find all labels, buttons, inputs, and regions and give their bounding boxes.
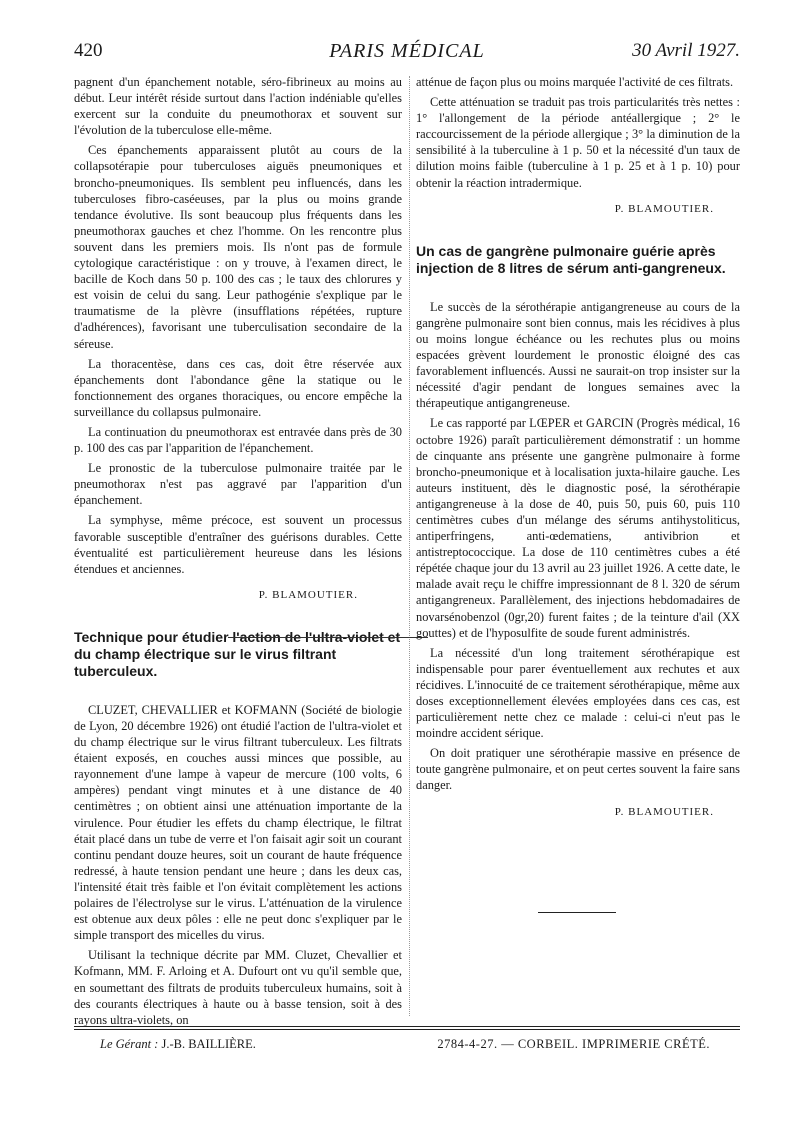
journal-title: PARIS MÉDICAL <box>329 40 485 62</box>
gerant-name: J.-B. BAILLIÈRE. <box>161 1037 256 1051</box>
paragraph: Le cas rapporté par LŒPER et GARCIN (Progrès médical, 16 octobre 1926) paraît particulièrement démonstratif : un homme de cinquante ans présente une gangrène pulmonaire à forme broncho-pneumonique et à localisation juxta-hilaire gauche. Les auteurs instituent, dès le diagnostic posé, la sérothérapie antigangreneuse à la dose de 40, puis 50, puis 60, puis 110 centimètres cubes d'un mélange des sérums antihystoliticus, antiperfringens, anti-œdematiens, antivibrion et antistreptococcique. La dose de 110 centimètres cubes a été répétée chaque jour du 13 avril au 23 juillet 1926. A cette date, le malade avait reçu le chiffre impressionnant de 8 l. 320 de sérum antigangreneux. Parallèlement, des injections hebdomadaires de novarsénobenzol (0gr,20) furent faites ; de la teinture d'ail (XX gouttes) et de l'hyposulfite de soude furent administrés. <box>416 416 740 640</box>
publisher-credit <box>100 1037 256 1052</box>
column-divider <box>409 76 411 1016</box>
page-header <box>74 40 740 66</box>
paragraph: La continuation du pneumothorax est entravée dans près de 30 p. 100 des cas par l'apparition de l'épanchement. <box>74 424 402 456</box>
footer-rule <box>74 1026 740 1027</box>
printer-credit: 2784-4-27. — CORBEIL. IMPRIMERIE CRÉTÉ. <box>437 1037 710 1051</box>
paragraph: La symphyse, même précoce, est souvent un processus favorable susceptible d'entraîner des guérisons durables. Cette éventualité est particulièrement heureuse dans les lésions étendues et anciennes. <box>74 513 402 576</box>
paragraph: La nécessité d'un long traitement sérothérapique est indispensable pour parer éventuellement aux rechutes et aux récidives. L'innocuité de ce traitement sérothérapique, même aux doses exceptionnellement élevées employées dans ces cas, est particulièrement nette chez ce malade : celui-ci n'eut pas le moindre accident sérique. <box>416 645 740 741</box>
author-signature: P. BLAMOUTIER. <box>258 588 358 601</box>
issue-date: 30 Avril 1927. <box>632 40 740 61</box>
left-column <box>74 74 402 1032</box>
paragraph: Ces épanchements apparaissent plutôt au cours de la collapsotérapie pour tuberculoses aiguës pneumoniques et broncho-pneumoniques. Ils semblent peu influencés, dans les tuberculoses fibro-caséeuses, par la plus ou moins grande tendance évolutive. Ils sont beaucoup plus fréquents dans les pneumothorax gauches et chez l'homme. On les rencontre plus souvent dans les premiers mois. Ils n'ont pas de formule cytologique caractéristique : on y trouve, à l'examen direct, le bacille de Koch dans 50 p. 100 des cas ; le taux des chlorures y est voisin de celui du sang. Leur pathogénie s'explique par le traumatisme de la plèvre (insufflations répétées, rupture d'adhérences), favorisant une tuberculisation secondaire de la séreuse. <box>74 143 402 351</box>
article-title: Un cas de gangrène pulmonaire guérie après injection de 8 litres de sérum anti-gangreneux. <box>416 242 726 276</box>
footer-rule <box>74 1029 740 1030</box>
article-title: Technique pour étudier l'action de l'ultra-violet et du champ électrique sur le virus filtrant tuberculeux. <box>74 628 401 679</box>
page-number: 420 <box>74 40 103 61</box>
paragraph: On doit pratiquer une sérothérapie massive en présence de toute gangrène pulmonaire, et on peut certes souvent la faire sans danger. <box>416 746 740 793</box>
paragraph: Le succès de la sérothérapie antigangreneuse au cours de la gangrène pulmonaire sont bien connus, mais les récidives à plus ou moins longue échéance ou les rechutes plus ou moins espacées grèvent lourdement le pronostic éloigné des cas favorablement influencés. Aussi ne saurait-on trop insister sur la nécessité d'agir pendant de longues semaines avec la thérapeutique antigangreneuse. <box>416 299 740 411</box>
paragraph: pagnent d'un épanchement notable, séro-fibrineux au moins au début. Leur intérêt réside surtout dans l'action indéniable qu'elles exercent sur la conduite du pneumothorax et souvent sur l'évolution de la tuberculose elle-même. <box>74 75 402 138</box>
author-signature: P. BLAMOUTIER. <box>614 202 714 215</box>
right-column <box>416 74 740 846</box>
paragraph: Le pronostic de la tuberculose pulmonaire traitée par le pneumothorax n'est pas aggravé par l'apparition d'un épanchement. <box>74 461 402 508</box>
end-rule <box>538 912 616 913</box>
strike-line <box>228 637 428 638</box>
gerant-label: Le Gérant : <box>100 1037 159 1051</box>
paragraph: atténue de façon plus ou moins marquée l'activité de ces filtrats. <box>416 75 734 89</box>
paragraph: CLUZET, CHEVALLIER et KOFMANN (Société de biologie de Lyon, 20 décembre 1926) ont étudié l'action de l'ultra-violet et du champ électrique sur le virus filtrant tuberculeux. Les filtrats étaient exposés, en couches aussi minces que possible, au rayonnement d'une lampe à vapeur de mercure (100 volts, 6 ampères) pendant vingt minutes et à une distance de 40 centimètres ; on obtient ainsi une atténuation importante de la virulence. Pour étudier les effets du champ électrique, le filtrat était placé dans un tube de verre et l'on faisait agir soit un courant continu pendant douze heures, soit un courant de haute fréquence redressé, à haute tension pendant une heure ; dans les deux cas, l'intensité était très faible et l'on évitait complètement les actions polaires de l'électrolyse sur le virus. L'atténuation de la virulence est obtenue aux deux pôles : elle ne peut donc s'expliquer par le simple transport des micelles du virus. <box>74 702 402 943</box>
paragraph: Utilisant la technique décrite par MM. Cluzet, Chevallier et Kofmann, MM. F. Arloing et A. Dufourt ont vu qu'il semble que, en soumettant des filtrats de produits tuberculeux humains, soit à des courants électriques à haute ou à basse tension, soit à des rayons ultra-violets, on <box>74 948 402 1027</box>
paragraph: La thoracentèse, dans ces cas, doit être réservée aux épanchements dont l'abondance gêne la statique ou le fonctionnement des organes thoraciques, ou encore empêche la surveillance du collapsus pulmonaire. <box>74 356 402 419</box>
paragraph: Cette atténuation se traduit pas trois particularités très nettes : 1° l'allongement de la période antéallergique ; 2° le raccourcissement de la période allergique ; 3° la diminution de la sensibilité à la tuberculine à 1 p. 50 et la nécessité d'un taux de dilution moins faible (tuberculine à 1 p. 25 et à 1 p. 10) pour obtenir la réaction intradermique. <box>416 95 740 190</box>
author-signature: P. BLAMOUTIER. <box>614 805 714 818</box>
